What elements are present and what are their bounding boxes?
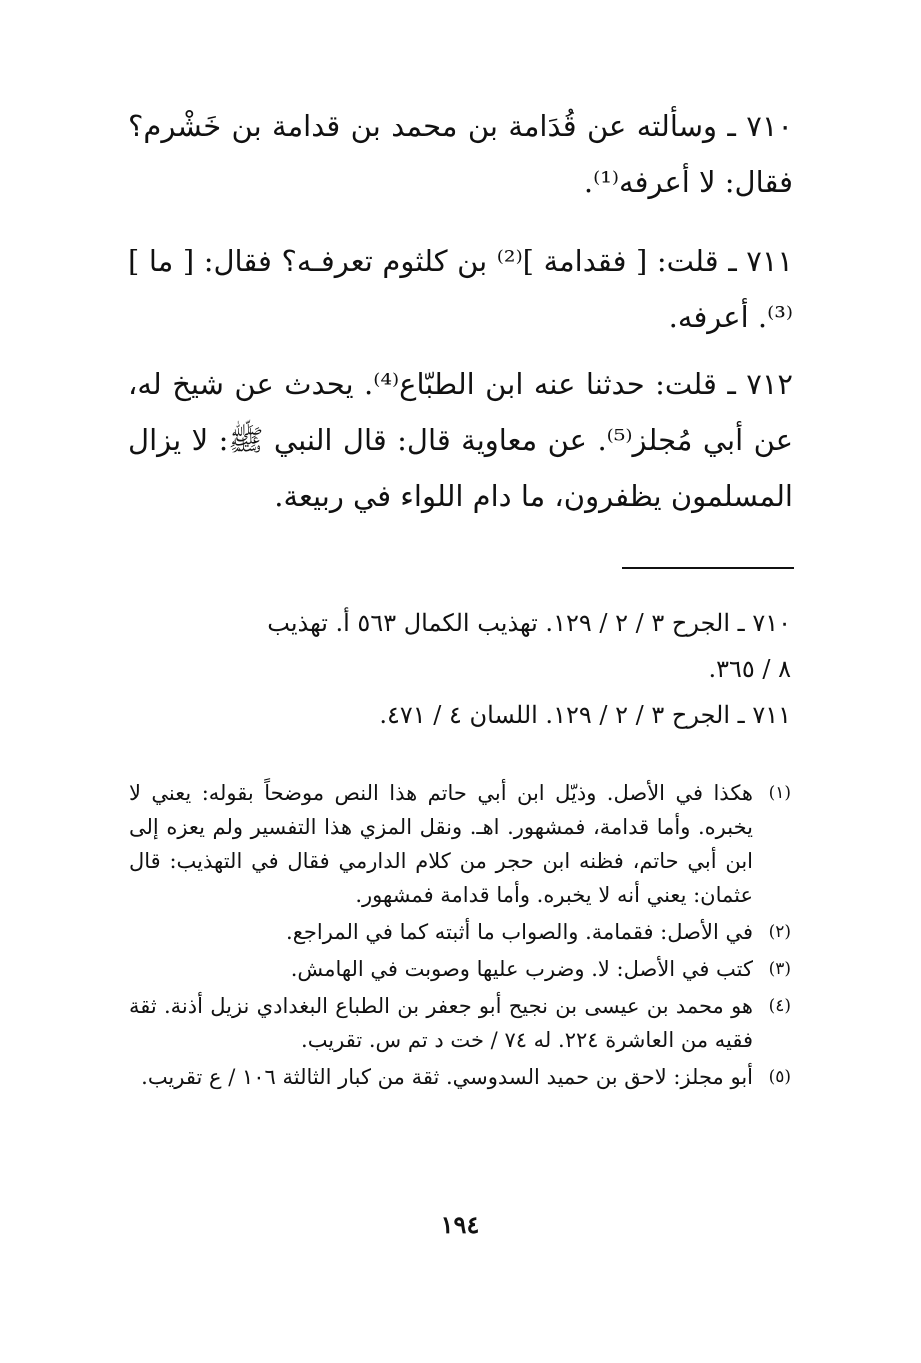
entry-text: ٧١٢ ـ قلت: حدثنا عنه ابن الطبّاع⁽⁴⁾. يحدث عن شيخ له، عن أبي مُجلز⁽⁵⁾. عن معاوية قال: قال النبي ﷺ: لا يزال المسلمون يظفرون، ما دام اللواء في ربيعة. [128, 367, 793, 513]
footnote-number: (٣) [768, 959, 791, 979]
footnote-4 [129, 989, 791, 1057]
reference-710-continuation: ٨ / ٣٦٥. [708, 655, 791, 683]
entry-712 [128, 356, 793, 524]
footnote-3 [129, 952, 791, 986]
entry-text: ٧١١ ـ قلت: [ فقدامة ]⁽²⁾ بن كلثوم تعرفـه؟ فقال: [ ما ]⁽³⁾. أعرفه. [128, 244, 793, 334]
footnote-number: (٥) [768, 1067, 791, 1087]
footnotes-block [129, 776, 791, 1097]
footnote-number: (١) [768, 783, 791, 803]
entry-text: ٧١٠ ـ وسألته عن قُدَامة بن محمد بن قدامة بن خَشْرم؟ فقال: لا أعرفه⁽¹⁾. [128, 109, 793, 199]
footnote-text: كتب في الأصل: لا. وضرب عليها وصوبت في الهامش. [290, 957, 753, 981]
footnote-text: في الأصل: فقمامة. والصواب ما أثبته كما في المراجع. [286, 920, 753, 944]
footnote-number: (٢) [768, 922, 791, 942]
footnote-separator [622, 567, 794, 569]
footnote-text: أبو مجلز: لاحق بن حميد السدوسي. ثقة من كبار الثالثة ١٠٦ / ع تقريب. [141, 1065, 753, 1089]
entry-710 [128, 98, 793, 210]
page-number: ١٩٤ [440, 1210, 480, 1239]
footnote-2 [129, 915, 791, 949]
footnote-text: هكذا في الأصل. وذيّل ابن أبي حاتم هذا النص موضحاً بقوله: يعني لا يخبره. وأما قدامة، فمشهور. اهـ. ونقل المزي هذا التفسير ولم يعزه إلى ابن أبي حاتم، فظنه ابن حجر من كلام الدارمي فقال في التهذيب: قال عثمان: يعني أنه لا يخبره. وأما قدامة فمشهور. [129, 781, 753, 907]
references-block [121, 600, 791, 738]
footnote-number: (٤) [768, 996, 791, 1016]
footnote-5 [129, 1060, 791, 1094]
footnote-1 [129, 776, 791, 912]
entry-711 [128, 233, 793, 345]
reference-711: ٧١١ ـ الجرح ٣ / ٢ / ١٢٩. اللسان ٤ / ٤٧١. [379, 701, 791, 729]
footnote-text: هو محمد بن عيسى بن نجيح أبو جعفر بن الطباع البغدادي نزيل أذنة. ثقة فقيه من العاشرة ٢٢٤. له ٧٤ / خت د تم س. تقريب. [129, 994, 753, 1052]
reference-710: ٧١٠ ـ الجرح ٣ / ٢ / ١٢٩. تهذيب الكمال ٥٦٣ أ. تهذيب [267, 609, 791, 637]
